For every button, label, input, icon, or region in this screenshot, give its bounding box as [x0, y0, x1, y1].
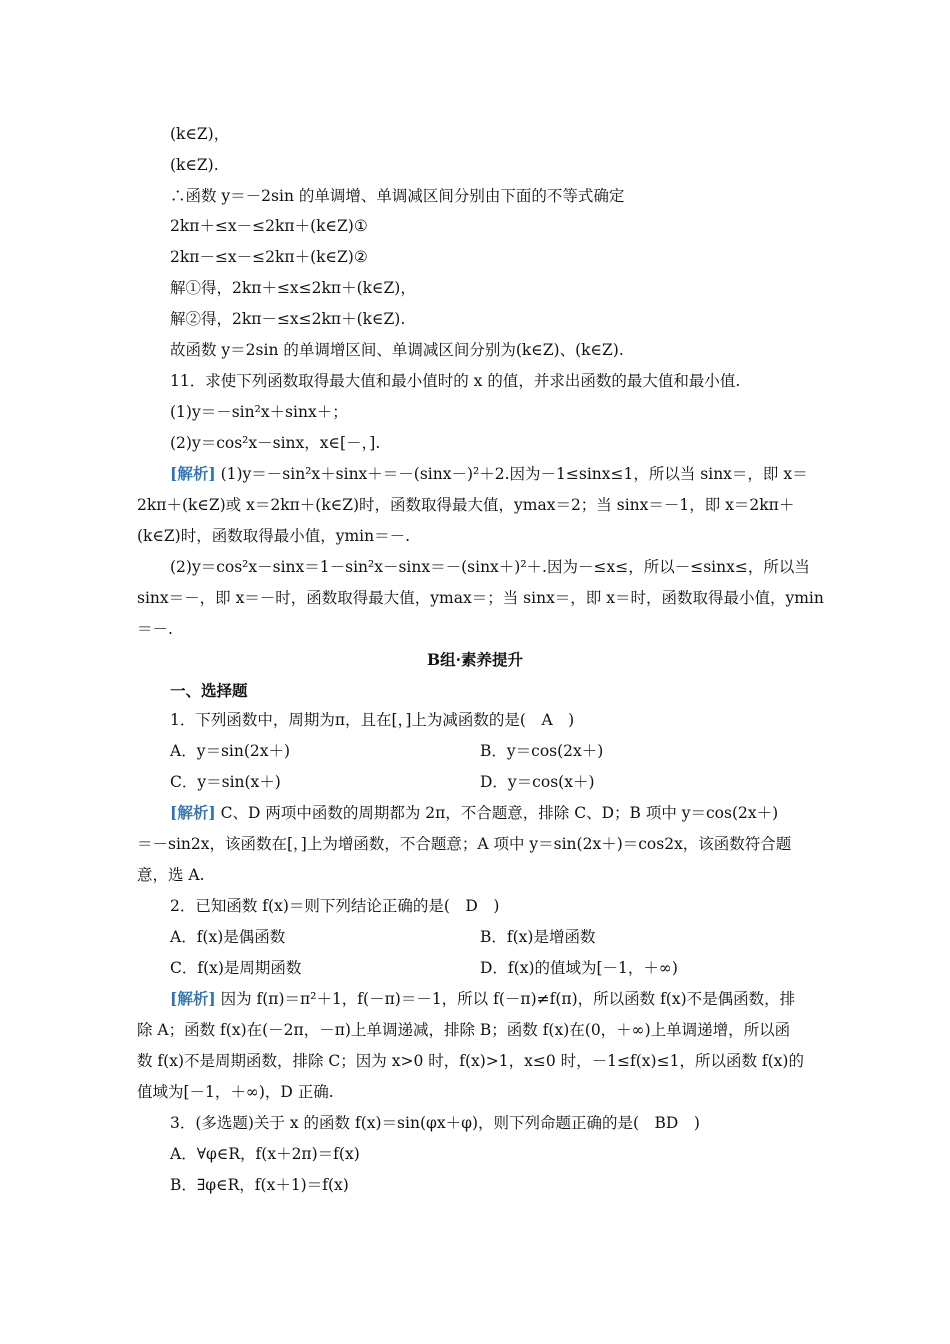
- text-line: 2kπ＋≤x－≤2kπ＋(k∈Z)①: [170, 217, 368, 235]
- solution-label: [解析]: [170, 803, 216, 822]
- question-1: 1．下列函数中，周期为π，且在[，]上为减函数的是( A ): [170, 711, 575, 729]
- text-line: ＝－.: [137, 620, 173, 638]
- option-a: A．f(x)是偶函数: [170, 928, 286, 946]
- solution-line: [解析] C、D 两项中函数的周期都为 2π，不合题意，排除 C、D；B 项中 y＝cos(2x＋): [170, 803, 779, 822]
- option-c: C．y＝sin(x＋): [170, 773, 281, 791]
- section-heading: B组·素养提升: [427, 650, 523, 669]
- text-line: 2kπ－≤x－≤2kπ＋(k∈Z)②: [170, 248, 368, 266]
- solution-label: [解析]: [170, 464, 216, 483]
- text-line: 值域为[－1，＋∞)，D 正确.: [137, 1083, 334, 1101]
- text-line: 除 A；函数 f(x)在(－2π，－π)上单调递减，排除 B；函数 f(x)在(0，＋∞)上单调递增，所以函: [137, 1021, 791, 1039]
- text-line: (2)y＝cos²x－sinx，x∈[－，].: [170, 434, 381, 452]
- solution-line: [解析] 因为 f(π)＝π²＋1，f(－π)＝－1，所以 f(－π)≠f(π)，所以函数 f(x)不是偶函数，排: [170, 989, 796, 1008]
- text-line: 意，选 A.: [137, 866, 205, 884]
- text-line: 解①得，2kπ＋≤x≤2kπ＋(k∈Z)，: [170, 279, 416, 297]
- text-line: sinx＝－，即 x＝－时，函数取得最大值，ymax＝；当 sinx＝，即 x＝时，函数取得最小值，ymin: [137, 589, 824, 607]
- text-line: (2)y＝cos²x－sinx＝1－sin²x－sinx＝－(sinx＋)²＋.因为－≤x≤，所以－≤sinx≤，所以当: [170, 558, 810, 576]
- option-b: B．f(x)是增函数: [480, 928, 596, 946]
- option-c: C．f(x)是周期函数: [170, 959, 302, 977]
- text-line: (k∈Z)时，函数取得最小值，ymin＝－.: [137, 527, 411, 545]
- text-line: 故函数 y＝2sin 的单调增区间、单调减区间分别为(k∈Z)、(k∈Z).: [170, 341, 624, 359]
- subsection-heading: 一、选择题: [170, 681, 248, 700]
- text-line: (k∈Z).: [170, 156, 219, 174]
- text-line: 解②得，2kπ－≤x≤2kπ＋(k∈Z).: [170, 310, 406, 328]
- solution-line: [解析] (1)y＝－sin²x＋sinx＋＝－(sinx－)²＋2.因为－1≤sinx≤1，所以当 sinx＝，即 x＝: [170, 464, 808, 483]
- question-3: 3．(多选题)关于 x 的函数 f(x)＝sin(φx＋φ)，则下列命题正确的是( BD ): [170, 1114, 700, 1132]
- text-line: 2kπ＋(k∈Z)或 x＝2kπ＋(k∈Z)时，函数取得最大值，ymax＝2；当 sinx＝－1，即 x＝2kπ＋: [137, 496, 795, 514]
- option-a: A．∀φ∈R，f(x＋2π)＝f(x): [170, 1145, 360, 1163]
- text-line: (1)y＝－sin²x＋sinx＋；: [170, 403, 348, 421]
- text-line: (k∈Z)，: [170, 125, 230, 143]
- question-2: 2．已知函数 f(x)＝则下列结论正确的是( D ): [170, 897, 500, 915]
- option-d: D．y＝cos(x＋): [480, 773, 595, 791]
- text-line: ＝－sin2x，该函数在[，]上为增函数，不合题意；A 项中 y＝sin(2x＋)＝cos2x，该函数符合题: [137, 835, 792, 853]
- option-a: A．y＝sin(2x＋): [170, 742, 291, 760]
- option-b: B．y＝cos(2x＋): [480, 742, 604, 760]
- option-d: D．f(x)的值域为[－1，＋∞): [480, 959, 678, 977]
- text-line: 数 f(x)不是周期函数，排除 C；因为 x>0 时，f(x)>1，x≤0 时，－1≤f(x)≤1，所以函数 f(x)的: [137, 1052, 804, 1070]
- solution-label: [解析]: [170, 989, 216, 1008]
- option-b: B．∃φ∈R，f(x＋1)＝f(x): [170, 1176, 349, 1194]
- problem-11: 11．求使下列函数取得最大值和最小值时的 x 的值，并求出函数的最大值和最小值.: [170, 372, 741, 390]
- text-line: ∴函数 y＝－2sin 的单调增、单调减区间分别由下面的不等式确定: [170, 187, 625, 205]
